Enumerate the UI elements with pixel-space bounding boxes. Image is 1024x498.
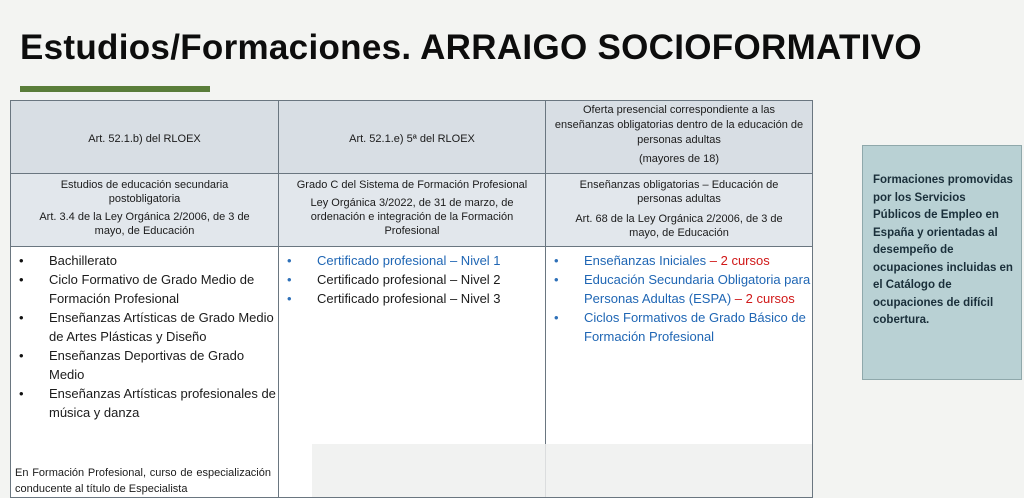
bullet-icon: • bbox=[19, 253, 24, 268]
bullet-icon: • bbox=[554, 310, 559, 325]
header-col3-note: (mayores de 18) bbox=[638, 153, 720, 165]
header-row bbox=[11, 101, 813, 174]
header-col1 bbox=[11, 101, 279, 174]
header-col2 bbox=[279, 101, 546, 174]
bullet-icon: • bbox=[287, 253, 292, 268]
bullet-icon: • bbox=[19, 348, 24, 363]
sidebox-text: Formaciones promovidas por los Servicios Públicos de Empleo en España y orientadas al desempeño de ocupaciones incluidas en el Catálogo de ocupaciones de difícil cobertura. bbox=[873, 174, 1013, 326]
col1-subtitle: Estudios de educación secundaria postobligatoria bbox=[60, 179, 229, 205]
list-item: • Bachillerato bbox=[19, 253, 117, 268]
bullet-icon: • bbox=[19, 272, 24, 287]
list-item: • Enseñanzas Deportivas de Grado Medio bbox=[19, 348, 245, 382]
list-item: • Educación Secundaria Obligatoria para Personas Adultas (ESPA) – 2 cursos bbox=[554, 272, 811, 306]
subheader-col1 bbox=[11, 174, 279, 247]
header-col3 bbox=[546, 101, 813, 174]
bullet-icon: • bbox=[19, 310, 24, 325]
list-item: • Certificado profesional – Nivel 2 bbox=[287, 272, 501, 287]
bullet-icon: • bbox=[554, 272, 559, 287]
list-item: • Ciclo Formativo de Grado Medio de Formación Profesional bbox=[19, 272, 255, 306]
header-col3-text: Oferta presencial correspondiente a las enseñanzas obligatorias dentro de la educación de personas adultas bbox=[554, 104, 804, 146]
col3-detail: Art. 68 de la Ley Orgánica 2/2006, de 3 de mayo, de Educación bbox=[575, 213, 783, 239]
employment-services-box bbox=[862, 145, 1022, 380]
body-col1 bbox=[11, 247, 279, 498]
list-item: • Certificado profesional – Nivel 3 bbox=[287, 291, 501, 306]
col2-detail: Ley Orgánica 3/2022, de 31 de marzo, de ordenación e integración de la Formación Profesional bbox=[310, 197, 514, 237]
list-item: • Certificado profesional – Nivel 1 bbox=[287, 253, 501, 268]
col3-subtitle: Enseñanzas obligatorias – Educación de personas adultas bbox=[579, 179, 779, 205]
bullet-icon: • bbox=[554, 253, 559, 268]
bullet-icon: • bbox=[287, 291, 292, 306]
training-table bbox=[10, 100, 813, 498]
list-item: • Enseñanzas Iniciales – 2 cursos bbox=[554, 253, 770, 268]
subheader-col2 bbox=[279, 174, 546, 247]
header-col1-text: Art. 52.1.b) del RLOEX bbox=[88, 133, 201, 145]
header-col2-text: Art. 52.1.e) 5ª del RLOEX bbox=[349, 133, 475, 145]
col2-subtitle: Grado C del Sistema de Formación Profesional bbox=[296, 179, 528, 191]
col1-detail: Art. 3.4 de la Ley Orgánica 2/2006, de 3 de mayo, de Educación bbox=[39, 211, 250, 237]
page-title: Estudios/Formaciones. ARRAIGO SOCIOFORMATIVO bbox=[20, 28, 922, 67]
subheader-row bbox=[11, 174, 813, 247]
col1-note: En Formación Profesional, curso de especialización conducente al título de Especialista bbox=[15, 467, 271, 495]
list-item: • Ciclos Formativos de Grado Básico de Formación Profesional bbox=[554, 310, 806, 344]
title-underline-bar bbox=[20, 86, 210, 92]
col2-list bbox=[279, 247, 545, 308]
list-item: • Enseñanzas Artísticas de Grado Medio de Artes Plásticas y Diseño bbox=[19, 310, 274, 344]
bullet-icon: • bbox=[19, 386, 24, 401]
col3-list bbox=[546, 247, 812, 346]
list-item: • Enseñanzas Artísticas profesionales de música y danza bbox=[19, 386, 276, 420]
col1-list bbox=[11, 247, 278, 422]
subheader-col3 bbox=[546, 174, 813, 247]
bullet-icon: • bbox=[287, 272, 292, 287]
faded-overlay bbox=[312, 444, 812, 497]
